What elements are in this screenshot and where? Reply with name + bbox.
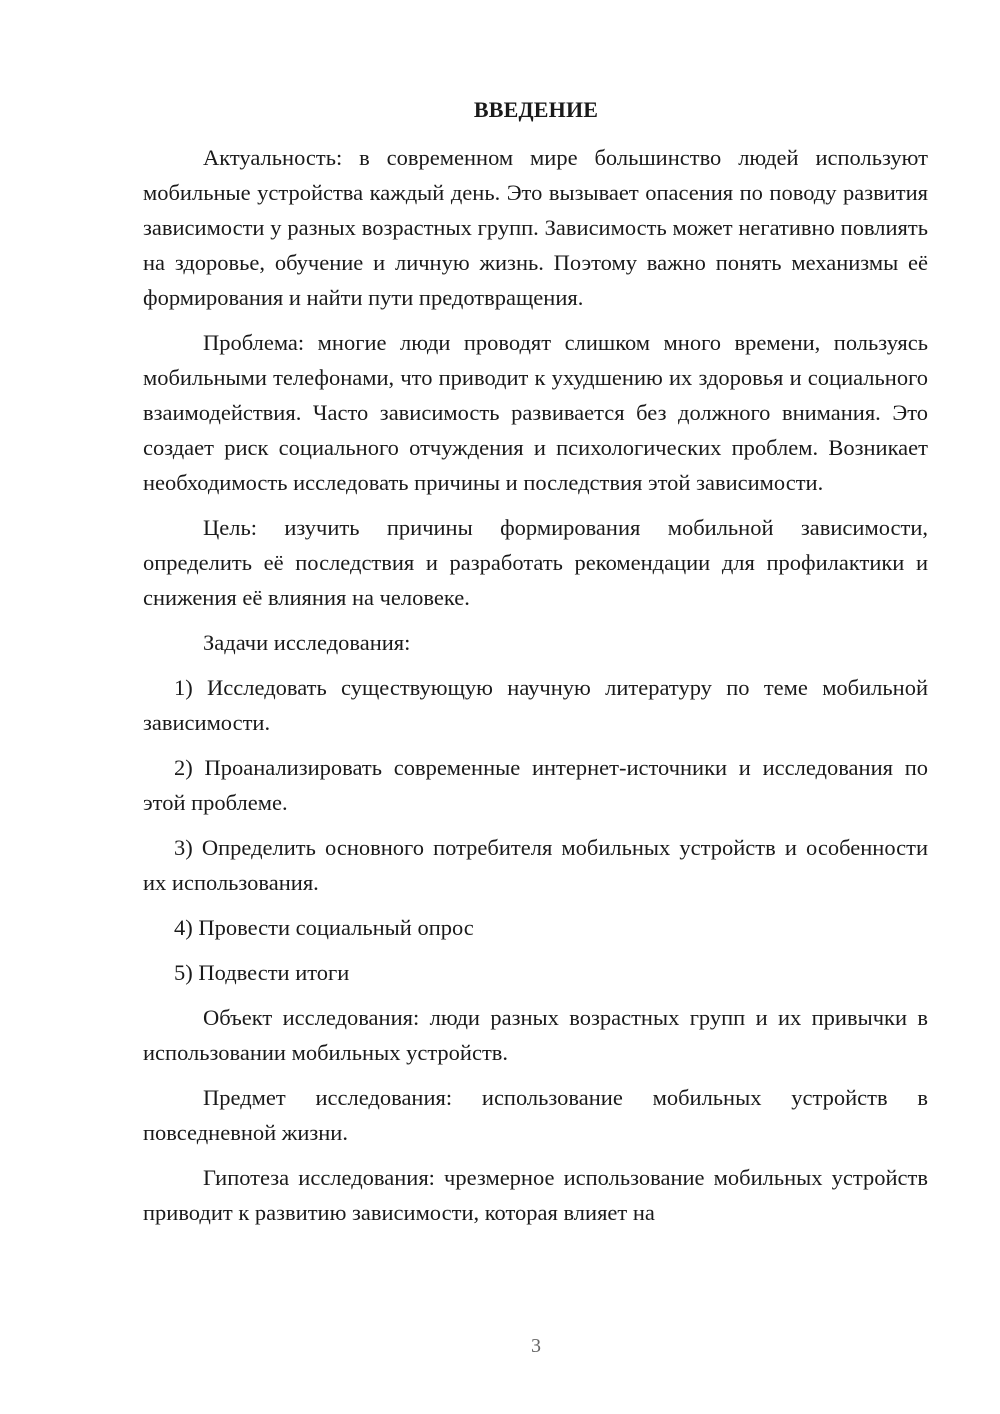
paragraph-tasks-heading: Задачи исследования:	[203, 630, 411, 655]
task-item-1: 1) Исследовать существующую научную литературу по теме мобильной зависимости.	[143, 675, 928, 735]
task-item-4: 4) Провести социальный опрос	[174, 915, 474, 940]
paragraph-relevance: Актуальность: в современном мире большинство людей используют мобильные устройства каждый день. Это вызывает опасения по поводу развития зависимости у разных возрастных групп. Зависимость может негативно повлиять на здоровье, обучение и личную жизнь. Поэтому важно понять механизмы её формирования и найти пути предотвращения.	[143, 145, 928, 310]
task-item-2: 2) Проанализировать современные интернет-источники и исследования по этой проблеме.	[143, 755, 928, 815]
paragraph-object: Объект исследования: люди разных возрастных групп и их привычки в использовании мобильных устройств.	[143, 1005, 928, 1065]
document-body	[143, 140, 928, 1230]
paragraph-hypothesis: Гипотеза исследования: чрезмерное использование мобильных устройств приводит к развитию зависимости, которая влияет на	[143, 1165, 928, 1225]
task-item-5: 5) Подвести итоги	[174, 960, 350, 985]
task-item-3: 3) Определить основного потребителя мобильных устройств и особенности их использования.	[143, 835, 928, 895]
page-title: ВВЕДЕНИЕ	[473, 97, 599, 122]
paragraph-problem: Проблема: многие люди проводят слишком много времени, пользуясь мобильными телефонами, что приводит к ухудшению их здоровья и социального взаимодействия. Часто зависимость развивается без должного внимания. Это создает риск социального отчуждения и психологических проблем. Возникает необходимость исследовать причины и последствия этой зависимости.	[143, 330, 928, 495]
paragraph-goal: Цель: изучить причины формирования мобильной зависимости, определить её последствия и разработать рекомендации для профилактики и снижения её влияния на человеке.	[143, 515, 928, 610]
paragraph-subject: Предмет исследования: использование мобильных устройств в повседневной жизни.	[143, 1085, 928, 1145]
page-number: 3	[531, 1335, 541, 1357]
